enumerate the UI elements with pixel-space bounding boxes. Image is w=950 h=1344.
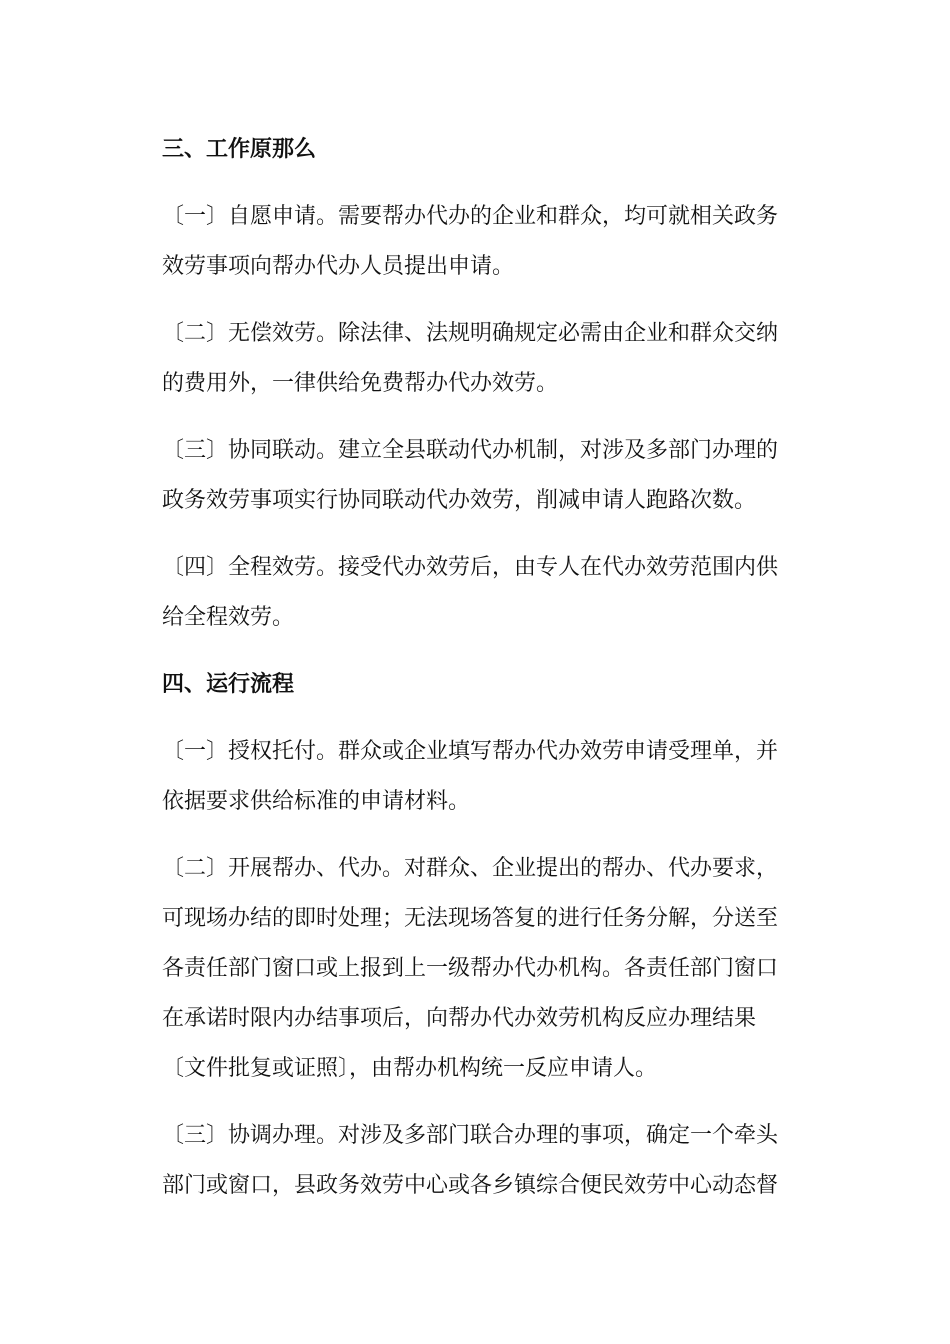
paragraph-line: 可现场办结的即时处理；无法现场答复的进行任务分解，分送至 xyxy=(162,906,779,931)
document-page xyxy=(162,125,792,1228)
paragraph-line: 各责任部门窗口或上报到上一级帮办代办机构。各责任部门窗口 xyxy=(162,956,779,981)
paragraph xyxy=(162,309,792,409)
paragraph xyxy=(162,727,792,827)
paragraph-line: 给全程效劳。 xyxy=(162,605,295,630)
paragraph-line: 〔四〕全程效劳。接受代办效劳后，由专人在代办效劳范围内供 xyxy=(162,555,779,580)
paragraph-line: 〔三〕协调办理。对涉及多部门联合办理的事项，确定一个牵头 xyxy=(162,1123,779,1148)
paragraph-line: 部门或窗口，县政务效劳中心或各乡镇综合便民效劳中心动态督 xyxy=(162,1173,779,1198)
paragraph xyxy=(162,426,792,526)
section-heading-principles: 三、工作原那么 xyxy=(162,137,317,162)
paragraph-line: 的费用外，一律供给免费帮办代办效劳。 xyxy=(162,371,559,396)
paragraph-line: 〔二〕无偿效劳。除法律、法规明确规定必需由企业和群众交纳 xyxy=(162,321,779,346)
paragraph-line: 〔一〕自愿申请。需要帮办代办的企业和群众，均可就相关政务 xyxy=(162,204,779,229)
paragraph-line: 〔一〕授权托付。群众或企业填写帮办代办效劳申请受理单，并 xyxy=(162,739,779,764)
paragraph xyxy=(162,1111,792,1211)
paragraph xyxy=(162,543,792,643)
section-heading-workflow: 四、运行流程 xyxy=(162,672,295,697)
paragraph-line: 〔三〕协同联动。建立全县联动代办机制，对涉及多部门办理的 xyxy=(162,438,779,463)
paragraph xyxy=(162,192,792,292)
paragraph-line: 〔二〕开展帮办、代办。对群众、企业提出的帮办、代办要求， xyxy=(162,856,779,881)
paragraph-line: 在承诺时限内办结事项后，向帮办代办效劳机构反应办理结果 xyxy=(162,1006,757,1031)
paragraph-line: 〔文件批复或证照〕，由帮办机构统一反应申请人。 xyxy=(162,1056,658,1081)
paragraph-line: 效劳事项向帮办代办人员提出申请。 xyxy=(162,254,515,279)
paragraph-line: 政务效劳事项实行协同联动代办效劳，削减申请人跑路次数。 xyxy=(162,488,757,513)
paragraph-line: 依据要求供给标准的申请材料。 xyxy=(162,789,471,814)
paragraph xyxy=(162,844,792,1094)
